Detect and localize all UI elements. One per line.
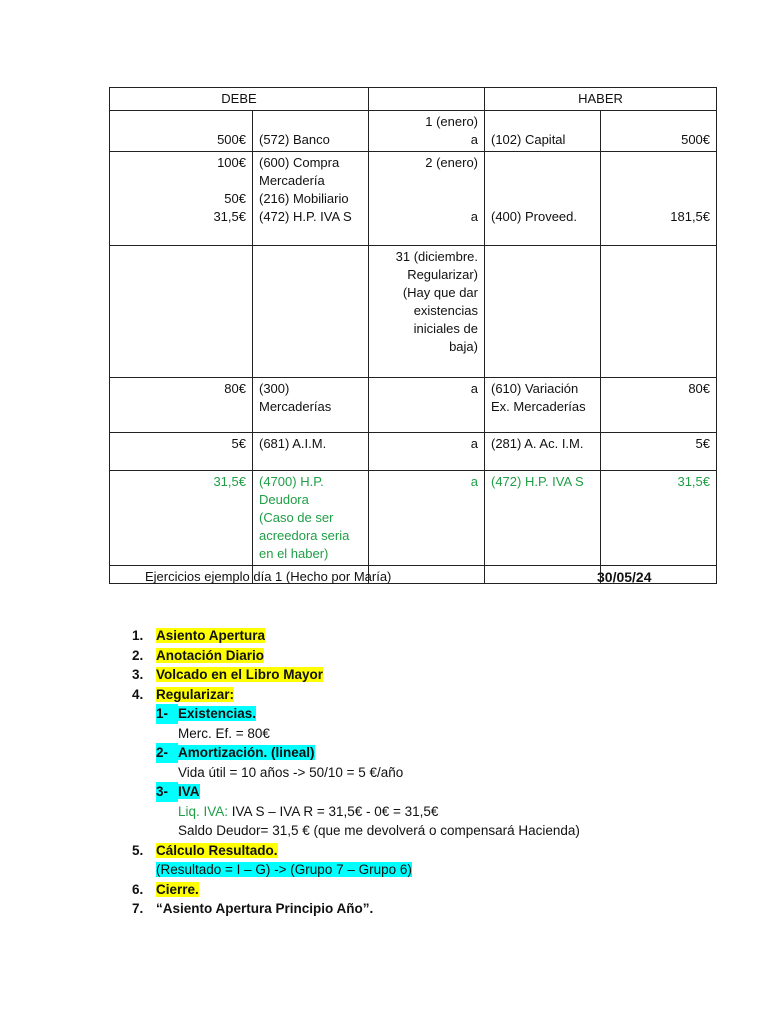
header-middle <box>369 88 485 111</box>
item-number: 1. <box>132 628 144 643</box>
debe-amount-cell <box>110 152 253 246</box>
text-line: existencias <box>413 303 478 318</box>
item-number: 5. <box>132 842 144 858</box>
table-row <box>110 246 717 378</box>
steps-list <box>132 626 580 919</box>
text-line <box>607 190 710 208</box>
middle-cell: a <box>369 378 485 433</box>
item-number: 3. <box>132 667 144 682</box>
text-line: baja) <box>449 339 478 354</box>
text-line: (600) Compra <box>259 155 340 170</box>
debe-account-cell: (681) A.I.M. <box>253 433 369 471</box>
middle-cell <box>369 111 485 152</box>
table-row <box>110 471 717 566</box>
debe-amount-cell <box>110 246 253 378</box>
haber-amount-cell <box>601 111 717 152</box>
list-item <box>132 665 580 685</box>
text-line: (Hay que dar <box>402 285 478 300</box>
item-number: 1- <box>156 704 178 724</box>
debe-account-cell <box>253 246 369 378</box>
table-row <box>110 433 717 471</box>
text-line: (4700) H.P. <box>259 474 324 489</box>
haber-account-cell <box>485 378 601 433</box>
item-number: 6. <box>132 881 144 897</box>
text-line: 2 (enero) <box>425 155 478 170</box>
text-line: (400) Proveed. <box>491 209 577 224</box>
debe-account-cell <box>253 378 369 433</box>
caption: Ejercicios ejemplo día 1 (Hecho por María) <box>145 569 392 584</box>
haber-amount-cell <box>601 152 717 246</box>
item-label: Regularizar: <box>156 686 235 702</box>
list-item <box>132 880 580 900</box>
haber-account-cell <box>485 152 601 246</box>
sub-list-item <box>132 782 580 802</box>
text-line: (572) Banco <box>259 132 330 147</box>
item-number: 2- <box>156 743 178 763</box>
item-number: 4. <box>132 686 144 702</box>
sub-list-item <box>132 704 580 724</box>
haber-account-cell <box>485 111 601 152</box>
middle-cell: a <box>369 433 485 471</box>
text-line: 100€ <box>217 155 246 170</box>
text-line: Ex. Mercaderías <box>491 399 586 414</box>
text-line <box>375 172 478 190</box>
text-line: en el haber) <box>259 546 329 561</box>
text-line: 31,5€ <box>213 209 246 224</box>
note-prefix: Liq. IVA: <box>178 803 229 819</box>
text-line: acreedora seria <box>259 528 350 543</box>
note-line <box>132 802 580 822</box>
list-item <box>132 685 580 705</box>
item-label: Asiento Apertura <box>156 628 266 643</box>
middle-cell <box>369 152 485 246</box>
haber-amount-cell: 5€ <box>601 433 717 471</box>
text-line <box>116 172 246 190</box>
text-line: 500€ <box>681 132 711 147</box>
text-line <box>491 172 594 190</box>
text-line <box>491 113 594 131</box>
text-line: 181,5€ <box>670 209 711 224</box>
haber-amount-cell: 80€ <box>601 378 717 433</box>
sub-list-item <box>132 743 580 763</box>
item-number: 7. <box>132 901 144 916</box>
debe-header: DEBE <box>110 88 369 111</box>
item-label: Existencias. <box>178 706 257 721</box>
table-row <box>110 152 717 246</box>
note-text: IVA S – IVA R = 31,5€ - 0€ = 31,5€ <box>228 803 439 819</box>
haber-account-cell: (472) H.P. IVA S <box>485 471 601 566</box>
text-line <box>607 172 710 190</box>
note-text: Vida útil = 10 años -> 50/10 = 5 €/año <box>178 764 404 780</box>
item-label: “Asiento Apertura Principio Año”. <box>156 901 374 916</box>
debe-amount-cell: 5€ <box>110 433 253 471</box>
note-line <box>132 860 580 880</box>
debe-account-cell <box>253 111 369 152</box>
text-line <box>375 190 478 208</box>
list-item <box>132 646 580 666</box>
list-item <box>132 841 580 861</box>
table-row <box>110 111 717 152</box>
text-line: (610) Variación <box>491 381 579 396</box>
note-text: Merc. Ef. = 80€ <box>178 725 270 741</box>
text-line: (Caso de ser <box>259 510 334 525</box>
text-line: a <box>470 209 478 224</box>
date: 30/05/24 <box>597 569 652 585</box>
debe-amount-cell: 31,5€ <box>110 471 253 566</box>
journal-table <box>109 87 717 584</box>
text-line: (300) <box>259 381 290 396</box>
note-line <box>132 724 580 744</box>
middle-cell: a <box>369 471 485 566</box>
text-line: (216) Mobiliario <box>259 191 349 206</box>
text-line: 31 (diciembre. <box>395 249 478 264</box>
text-line: iniciales de <box>413 321 478 336</box>
haber-header: HABER <box>485 88 717 111</box>
debe-account-cell <box>253 152 369 246</box>
table-header-row <box>110 88 717 111</box>
table-row <box>110 378 717 433</box>
item-label: Cálculo Resultado. <box>156 842 278 858</box>
debe-amount-cell: 80€ <box>110 378 253 433</box>
text-line: 500€ <box>217 132 246 147</box>
middle-cell <box>369 246 485 378</box>
haber-account-cell <box>485 246 601 378</box>
debe-amount-cell <box>110 111 253 152</box>
text-line <box>259 113 362 131</box>
text-line <box>491 154 594 172</box>
haber-amount-cell: 31,5€ <box>601 471 717 566</box>
item-number: 2. <box>132 647 144 663</box>
haber-account-cell: (281) A. Ac. I.M. <box>485 433 601 471</box>
debe-account-cell <box>253 471 369 566</box>
haber-amount-cell <box>601 246 717 378</box>
text-line: (102) Capital <box>491 132 566 147</box>
item-label: Cierre. <box>156 881 199 897</box>
list-item <box>132 899 580 919</box>
text-line <box>607 154 710 172</box>
note-text: Saldo Deudor= 31,5 € (que me devolverá o compensará Hacienda) <box>178 823 580 838</box>
item-label: Anotación Diario <box>156 647 265 663</box>
list-item <box>132 626 580 646</box>
text-line <box>491 190 594 208</box>
text-line: Deudora <box>259 492 309 507</box>
text-line: (472) H.P. IVA S <box>259 209 352 224</box>
empty-cell <box>485 566 601 584</box>
item-number: 3- <box>156 782 178 802</box>
note-text: (Resultado = I – G) -> (Grupo 7 – Grupo 6) <box>156 862 412 877</box>
text-line: Mercadería <box>259 173 325 188</box>
note-line <box>132 821 580 841</box>
item-label: Amortización. (lineal) <box>178 745 315 760</box>
text-line: Mercaderías <box>259 399 332 414</box>
text-line <box>607 113 710 131</box>
text-line <box>116 113 246 131</box>
item-label: IVA <box>178 784 200 799</box>
text-line: Regularizar) <box>407 267 478 282</box>
note-line <box>132 763 580 783</box>
text-line: 50€ <box>224 191 246 206</box>
text-line: a <box>470 132 478 147</box>
text-line: 1 (enero) <box>425 114 478 129</box>
item-label: Volcado en el Libro Mayor <box>156 667 324 682</box>
